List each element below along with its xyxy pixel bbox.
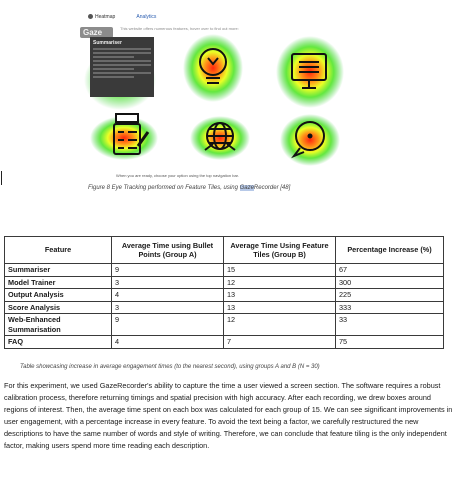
group-b-cell: 7 <box>224 336 336 349</box>
group-a-cell: 9 <box>112 264 224 277</box>
table-row <box>5 336 444 349</box>
figure-tab-heatmap: Heatmap <box>88 14 125 20</box>
column-header-feature: Feature <box>5 237 112 264</box>
group-b-cell: 15 <box>224 264 336 277</box>
panel-text-line <box>93 72 151 74</box>
table-row <box>5 301 444 314</box>
figure-footer-text: When you are ready, choose your option using the top navigation bar. <box>116 173 239 178</box>
figure-tab-analytics: Analytics <box>136 14 157 20</box>
table-row <box>5 314 444 336</box>
margin-marker <box>1 171 2 185</box>
feature-cell: Web-Enhanced Summarisation <box>5 314 112 336</box>
table-row <box>5 289 444 302</box>
feature-cell: Model Trainer <box>5 276 112 289</box>
percentage-cell: 67 <box>336 264 444 277</box>
column-header-group-a: Average Time using Bullet Points (Group A) <box>112 237 224 264</box>
panel-title: Summariser <box>93 40 122 46</box>
figure-intro-text: This website offers numerous features, hover over to find out more: <box>120 26 239 31</box>
figure-caption-suffix: Recorder [48] <box>253 185 291 191</box>
group-b-cell: 13 <box>224 301 336 314</box>
panel-text-line <box>93 52 151 54</box>
panel-text-line <box>93 68 134 70</box>
group-b-cell: 12 <box>224 314 336 336</box>
column-header-percentage: Percentage Increase (%) <box>336 237 444 264</box>
percentage-cell: 300 <box>336 276 444 289</box>
panel-text-line <box>93 56 134 58</box>
group-a-cell: 3 <box>112 276 224 289</box>
panel-text-line <box>93 64 151 66</box>
feature-cell: FAQ <box>5 336 112 349</box>
panel-text-line <box>93 76 134 78</box>
panel-text-line <box>93 48 151 50</box>
gaze-recorder-panel <box>90 37 154 97</box>
percentage-cell: 225 <box>336 289 444 302</box>
percentage-cell: 33 <box>336 314 444 336</box>
feature-cell: Output Analysis <box>5 289 112 302</box>
column-header-group-b: Average Time Using Feature Tiles (Group B) <box>224 237 336 264</box>
group-b-cell: 13 <box>224 289 336 302</box>
figure-caption <box>88 185 408 191</box>
body-paragraph: For this experiment, we used GazeRecorder's ability to capture the time a user viewed a screen section. The software requires a robust calibration process, therefore returning timings and spatial precision with high accuracy. After each recording, we drew boxes around regions of interest. Then, the average time spent on each box was calculated for each group of 15. We can see significant improvements in user engagement, with a percentage increase in every feature. To avoid the text being a factor, we carefully restructured the new descriptions to have the same number of words and style of writing. Therefore, we can conclude that feature tiling is the only independent factor, making users spend more time reading each description. <box>4 381 453 450</box>
table-row <box>5 264 444 277</box>
percentage-cell: 75 <box>336 336 444 349</box>
engagement-table <box>4 236 444 349</box>
group-a-cell: 3 <box>112 301 224 314</box>
feature-cell: Summariser <box>5 264 112 277</box>
percentage-cell: 333 <box>336 301 444 314</box>
table-header-row <box>5 237 444 264</box>
gaze-recorder-badge: Gaze <box>80 27 113 38</box>
group-a-cell: 4 <box>112 336 224 349</box>
table-row <box>5 276 444 289</box>
panel-text-line <box>93 60 151 62</box>
table-caption: Table showcasing increase in average engagement times (to the nearest second), using groups A and B (N = 30) <box>20 364 320 370</box>
group-a-cell: 4 <box>112 289 224 302</box>
feature-cell: Score Analysis <box>5 301 112 314</box>
group-a-cell: 9 <box>112 314 224 336</box>
figure-caption-highlight: Gaze <box>239 185 254 191</box>
eye-tracking-figure <box>78 10 350 181</box>
figure-caption-prefix: Figure 8 Eye Tracking performed on Feature Tiles, using <box>88 185 240 191</box>
group-b-cell: 12 <box>224 276 336 289</box>
